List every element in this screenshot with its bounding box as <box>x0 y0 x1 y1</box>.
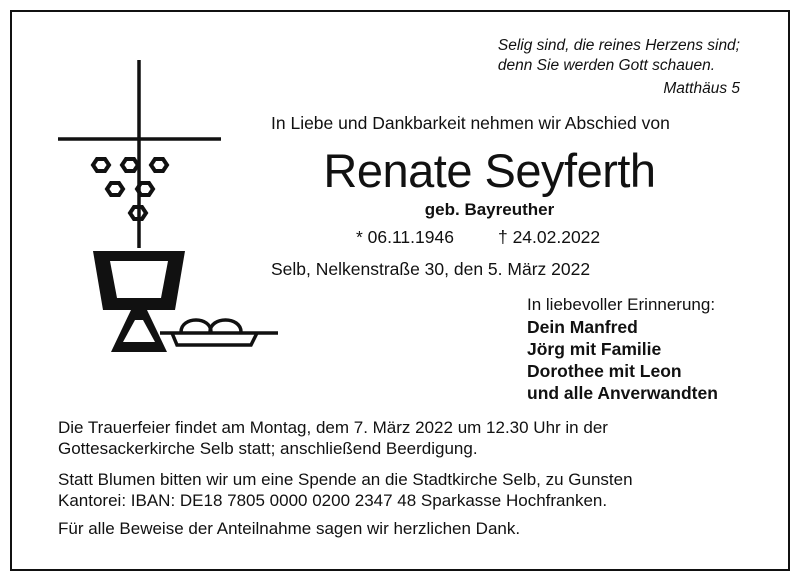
maiden-name: geb. Bayreuther <box>424 200 555 219</box>
paragraph-line: Für alle Beweise der Anteilnahme sagen wir herzlichen Dank. <box>58 519 521 538</box>
paragraph-line: Die Trauerfeier findet am Montag, dem 7. März 2022 um 12.30 Uhr in der <box>58 418 608 437</box>
paragraph-line: Kantorei: IBAN: DE18 7805 0000 0200 2347 48 Sparkasse Hochfranken. <box>58 491 608 510</box>
bible-quote <box>498 36 740 76</box>
mourner-name: Dorothee mit Leon <box>527 361 682 381</box>
quote-line: Selig sind, die reines Herzens sind; <box>497 37 740 54</box>
paragraph-line: Statt Blumen bitten wir um eine Spende an die Stadtkirche Selb, zu Gunsten <box>58 470 633 489</box>
mourners-block <box>527 294 718 404</box>
place-and-date: Selb, Nelkenstraße 30, den 5. März 2022 <box>271 259 591 279</box>
mourner-name: Dein Manfred <box>527 317 638 337</box>
mourners-heading: In liebevoller Erinnerung: <box>527 295 716 314</box>
paragraph-line: Gottesackerkirche Selb statt; anschließend Beerdigung. <box>58 439 478 458</box>
thanks-paragraph <box>58 518 758 539</box>
deceased-name: Renate Seyferth <box>323 144 656 197</box>
mourner-name: und alle Anverwandten <box>527 383 718 403</box>
intro-text: In Liebe und Dankbarkeit nehmen wir Abschied von <box>271 113 670 133</box>
life-dates <box>356 227 600 248</box>
donation-paragraph <box>58 469 758 511</box>
quote-source: Matthäus 5 <box>663 80 740 97</box>
funeral-info-paragraph <box>58 417 758 459</box>
cross-chalice-grapes-bread-icon <box>55 58 285 358</box>
mourner-name: Jörg mit Familie <box>527 339 662 359</box>
birth-date: * 06.11.1946 <box>356 227 454 247</box>
quote-line: denn Sie werden Gott schauen. <box>497 57 716 74</box>
death-date: † 24.02.2022 <box>497 227 601 247</box>
